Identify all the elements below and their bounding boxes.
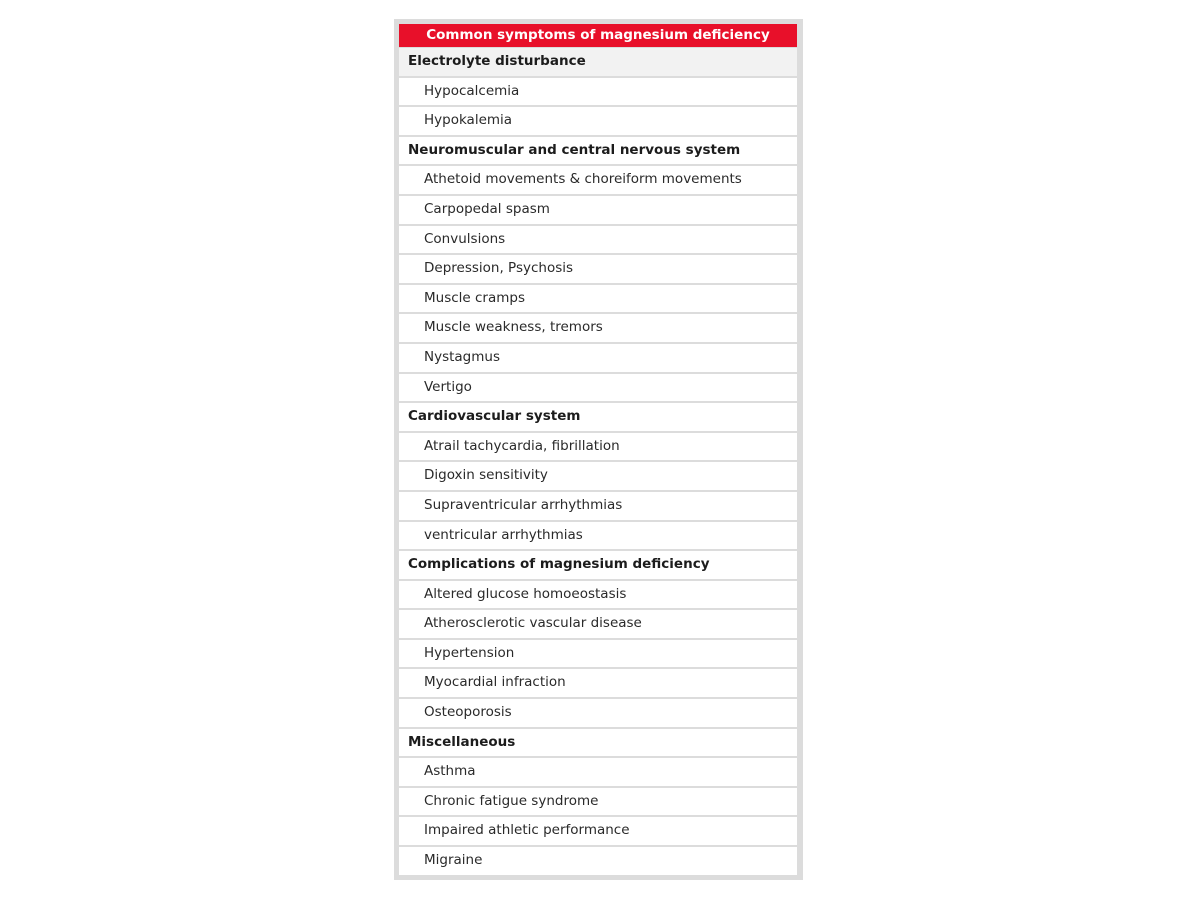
- category-row: Miscellaneous: [399, 729, 797, 757]
- symptom-row: Carpopedal spasm: [399, 196, 797, 224]
- symptom-row: Muscle weakness, tremors: [399, 314, 797, 342]
- symptom-row: Hypokalemia: [399, 107, 797, 135]
- symptom-row: Impaired athletic performance: [399, 817, 797, 845]
- symptom-row: Migraine: [399, 847, 797, 875]
- symptom-row: Nystagmus: [399, 344, 797, 372]
- symptom-row: Hypertension: [399, 640, 797, 668]
- symptom-row: Osteoporosis: [399, 699, 797, 727]
- symptom-row: Athetoid movements & choreiform movements: [399, 166, 797, 194]
- symptom-row: Myocardial infraction: [399, 669, 797, 697]
- symptom-row: Chronic fatigue syndrome: [399, 788, 797, 816]
- symptom-row: Convulsions: [399, 226, 797, 254]
- category-row: Electrolyte disturbance: [399, 48, 797, 76]
- table-title: Common symptoms of magnesium deficiency: [399, 24, 797, 47]
- table-body: [399, 48, 797, 877]
- symptom-row: Vertigo: [399, 374, 797, 402]
- category-row: Neuromuscular and central nervous system: [399, 137, 797, 165]
- symptom-row: Atherosclerotic vascular disease: [399, 610, 797, 638]
- symptom-row: Depression, Psychosis: [399, 255, 797, 283]
- symptom-row: Supraventricular arrhythmias: [399, 492, 797, 520]
- symptom-row: Digoxin sensitivity: [399, 462, 797, 490]
- symptoms-table: [394, 19, 803, 880]
- symptom-row: Muscle cramps: [399, 285, 797, 313]
- symptom-row: Altered glucose homoeostasis: [399, 581, 797, 609]
- symptom-row: Hypocalcemia: [399, 78, 797, 106]
- symptom-row: Asthma: [399, 758, 797, 786]
- category-row: Complications of magnesium deficiency: [399, 551, 797, 579]
- symptom-row: Atrail tachycardia, fibrillation: [399, 433, 797, 461]
- symptom-row: ventricular arrhythmias: [399, 522, 797, 550]
- category-row: Cardiovascular system: [399, 403, 797, 431]
